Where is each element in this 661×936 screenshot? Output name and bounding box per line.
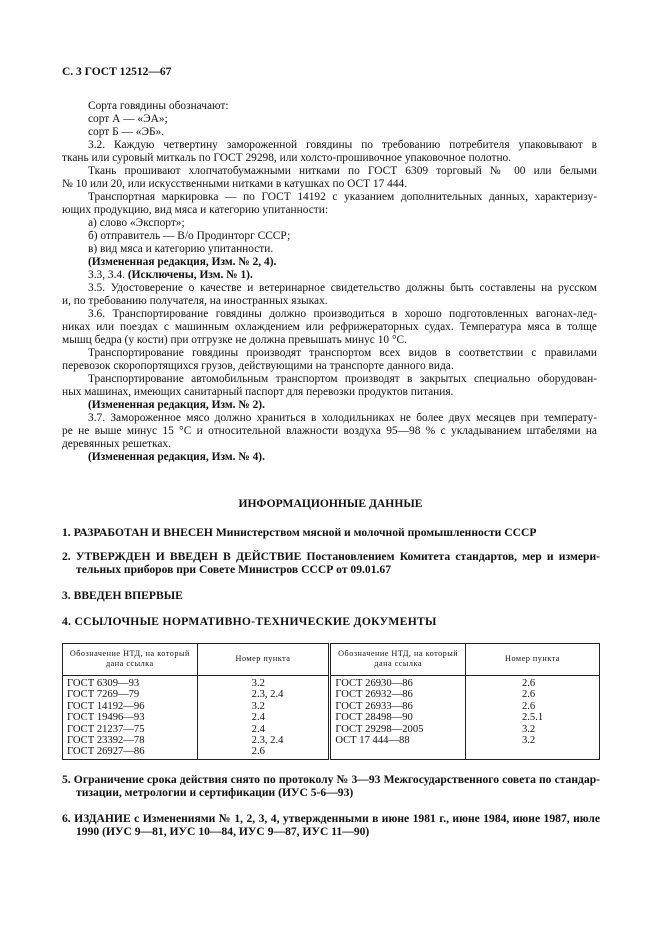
left-items-cell	[197, 676, 330, 760]
doc-ref: ГОСТ 26932—86	[335, 689, 413, 701]
table-header-row	[63, 644, 600, 676]
excluded-num: 3.3, 3.4.	[88, 269, 128, 281]
doc-ref: ГОСТ 21237—75	[67, 723, 145, 735]
para-3-5: 3.5. Удостоверение о качестве и ветеринарное свидетельство должны быть составлены на русском	[88, 282, 597, 294]
list-item: а) слово «Экспорт»;	[88, 217, 185, 229]
doc-ref: ГОСТ 7269—79	[67, 689, 140, 701]
col-header-item: Номер пункта	[465, 644, 599, 676]
item-ref: 2.3, 2.4	[251, 734, 284, 746]
doc-ref: ОСТ 17 444—88	[335, 734, 410, 746]
list-item: б) отправитель — В/о Продинторг СССР;	[88, 230, 291, 242]
excluded-text: (Исключены, Изм. № 1).	[127, 269, 253, 281]
list-item: в) вид мяса и категорию упитанности.	[88, 243, 274, 255]
para-marking-cont: ющих продукцию, вид мяса и категорию упитанности:	[62, 204, 329, 216]
para-3-5-cont: и, по требованию получателя, на иностранных языках.	[62, 295, 328, 307]
para-transport-cont: перевозок скоропортящихся грузов, действующими на транспорте данного вида.	[62, 360, 454, 372]
page-header: С. 3 ГОСТ 12512—67	[62, 66, 172, 78]
doc-ref: ГОСТ 14192—96	[67, 700, 145, 712]
doc-ref: ГОСТ 6309—93	[67, 678, 140, 689]
para-3-6-cont: никах или поездах с машинным охлаждением или рефрижераторных судах. Температура мяса в толще	[62, 321, 597, 333]
doc-ref: ГОСТ 23392—78	[67, 734, 145, 746]
doc-ref: ГОСТ 28498—90	[335, 712, 413, 724]
para-3-7-cont2: деревянных решетках.	[62, 438, 171, 450]
item-ref: 2.6	[521, 678, 536, 689]
item-ref: 3.2	[521, 734, 536, 746]
info-item-5-cont: тизации, метрологии и сертификации (ИУС 5-6—93)	[76, 786, 354, 799]
text-line: сорт А — «ЭА»;	[88, 113, 168, 125]
para-3-7-cont: ре не выше минус 15 °С и относительной влажности воздуха 95—98 % с укладыванием штабелями на	[62, 425, 597, 437]
edit-note: (Измененная редакция, Изм. № 2).	[88, 399, 265, 411]
right-items-cell	[465, 676, 599, 760]
reference-table	[62, 643, 600, 760]
para-auto: Транспортирование автомобильным транспортом производят в закрытых специально оборудован-	[88, 373, 597, 385]
item-ref: 3.2	[521, 723, 536, 735]
doc-ref: ГОСТ 29298—2005	[335, 723, 424, 735]
info-item-5: 5. Ограничение срока действия снято по протоколу № 3—93 Межгосударственного совета по стандар-	[62, 773, 600, 786]
item-ref: 2.4	[251, 712, 265, 724]
doc-ref: ГОСТ 26930—86	[335, 678, 413, 689]
item-ref: 2.5.1	[521, 712, 544, 724]
item-ref: 2.3, 2.4	[251, 689, 284, 701]
para-3-7: 3.7. Замороженное мясо должно храниться в холодильниках не более двух месяцев при температу-	[88, 412, 597, 424]
text-line: сорт Б — «ЭБ».	[88, 126, 165, 138]
para-thread-cont: № 10 или 20, или искусственными нитками в катушках по ОСТ 17 444.	[62, 178, 408, 190]
edit-note: (Измененная редакция, Изм. № 2, 4).	[88, 256, 277, 268]
info-item-6-cont: 1990 (ИУС 9—81, ИУС 10—84, ИУС 9—87, ИУС 11—90)	[76, 825, 370, 838]
item-ref: 2.6	[521, 700, 536, 712]
info-item-4: 4. ССЫЛОЧНЫЕ НОРМАТИВНО-ТЕХНИЧЕСКИЕ ДОКУМЕНТЫ	[62, 615, 437, 628]
info-item-3: 3. ВВЕДЕН ВПЕРВЫЕ	[62, 589, 183, 602]
excluded-note	[88, 269, 253, 282]
item-ref: 3.2	[251, 700, 265, 712]
info-title: ИНФОРМАЦИОННЫЕ ДАННЫЕ	[238, 497, 423, 510]
doc-ref: ГОСТ 19496—93	[67, 712, 145, 724]
doc-ref: ГОСТ 26933—86	[335, 700, 413, 712]
para-auto-cont: ных машинах, имеющих санитарный паспорт для перевозки продуктов питания.	[62, 386, 454, 398]
para-transport: Транспортирование говядины производят транспортом всех видов в соответствии с правилами	[88, 347, 597, 359]
para-thread: Ткань прошивают хлопчатобумажными нитками по ГОСТ 6309 торговый № 00 или белыми	[88, 165, 597, 177]
item-ref: 2.6	[521, 689, 536, 701]
info-item-6: 6. ИЗДАНИЕ с Изменениями № 1, 2, 3, 4, утвержденными в июне 1981 г., июне 1984, июне 1987, июле	[62, 812, 600, 825]
right-docs-cell	[330, 676, 466, 760]
info-item-1: 1. РАЗРАБОТАН И ВНЕСЕН Министерством мясной и молочной промышленности СССР	[62, 526, 537, 539]
info-item-2-cont: тельных приборов при Совете Министров СССР от 09.01.67	[76, 563, 391, 576]
doc-ref: ГОСТ 26927—86	[67, 746, 145, 758]
left-docs-cell	[63, 676, 198, 760]
item-ref: 2.4	[251, 723, 265, 735]
table-row	[63, 676, 600, 760]
para-3-6-cont2: мышц бедра (у кости) при отгрузке не должна превышать минус 10 °С.	[62, 334, 407, 346]
para-3-6: 3.6. Транспортирование говядины должно производиться в хорошо подготовленных вагонах-лед-	[88, 308, 597, 320]
text-line: Сорта говядины обозначают:	[88, 100, 229, 112]
para-3-2: 3.2. Каждую четвертину замороженной говядины по требованию потребителя упаковывают в	[88, 139, 597, 151]
item-ref: 3.2	[251, 678, 265, 689]
col-header-ntd: Обозначение НТД, на который дана ссылка	[63, 644, 198, 676]
para-marking: Транспортная маркировка — по ГОСТ 14192 с указанием дополнительных данных, характеризу-	[88, 191, 597, 203]
info-item-2: 2. УТВЕРЖДЕН И ВВЕДЕН В ДЕЙСТВИЕ Постановлением Комитета стандартов, мер и измери-	[62, 550, 600, 563]
item-ref: 2.6	[251, 746, 265, 758]
col-header-item: Номер пункта	[197, 644, 330, 676]
edit-note: (Измененная редакция, Изм. № 4).	[88, 451, 265, 463]
para-3-2-cont: ткань или суровый миткаль по ГОСТ 29298, или холсто-прошивочное упаковочное полотно.	[62, 152, 512, 164]
col-header-ntd: Обозначение НТД, на который дана ссылка	[330, 644, 466, 676]
